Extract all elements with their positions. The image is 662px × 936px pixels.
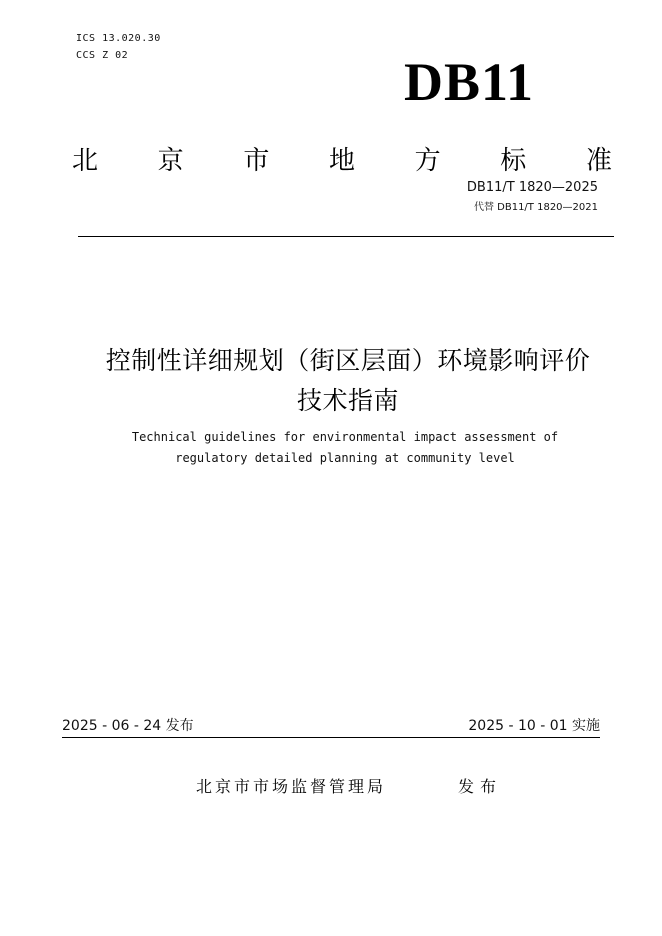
standard-number: DB11/T 1820—2025 (466, 180, 598, 195)
heading-char: 方 (414, 146, 441, 176)
ics-code: ICS 13.020.30 (76, 33, 161, 44)
bottom-divider (62, 737, 600, 738)
heading-char: 标 (500, 146, 527, 176)
ccs-code: CCS Z 02 (76, 50, 129, 61)
heading-char: 准 (585, 146, 612, 176)
heading-char: 市 (243, 146, 270, 176)
top-divider (78, 236, 614, 237)
db11-logo: DB11 (404, 52, 535, 112)
heading-char: 地 (328, 146, 355, 176)
publish-label: 发布 (458, 777, 503, 796)
replaces-standard: 代替 DB11/T 1820—2021 (473, 202, 598, 213)
implementation-date: 2025 - 10 - 01 实施 (468, 718, 600, 734)
publisher-name: 北京市市场监督管理局 (196, 777, 387, 796)
issue-date: 2025 - 06 - 24 发布 (62, 718, 194, 734)
heading-char: 北 (72, 146, 99, 176)
local-standard-heading (72, 144, 612, 178)
heading-char: 京 (157, 146, 184, 176)
title-chinese-line1: 控制性详细规划（街区层面）环境影响评价 (105, 346, 591, 375)
title-chinese-line2: 技术指南 (296, 386, 399, 415)
title-english-line2: regulatory detailed planning at community level (175, 451, 515, 465)
title-english-line1: Technical guidelines for environmental impact assessment of (131, 430, 559, 444)
